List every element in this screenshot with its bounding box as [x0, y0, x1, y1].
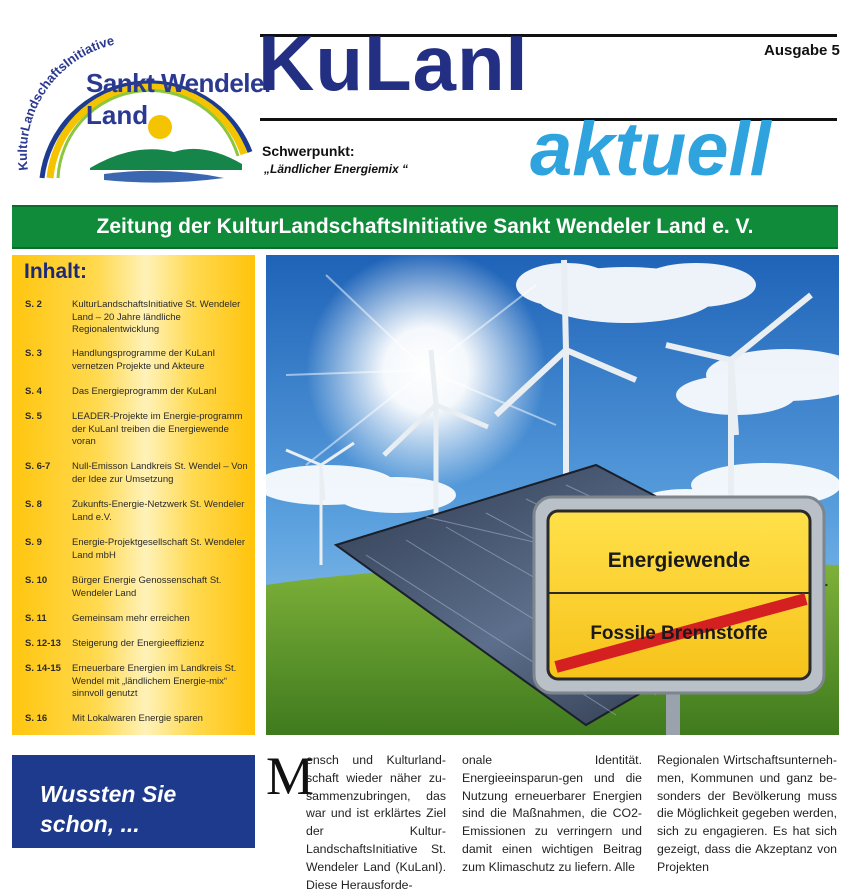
toc-page: S. 16 [25, 713, 48, 724]
table-of-contents [12, 255, 255, 735]
masthead-subtitle: aktuell [530, 107, 771, 192]
toc-text: Zukunfts-Energie-Netzwerk St. Wendeler Land e.V. [72, 499, 245, 523]
did-you-know-line2: schon, ... [40, 811, 140, 837]
focus-value: „Ländlicher Energiemix “ [264, 162, 409, 176]
toc-text: Null-Emisson Landkreis St. Wendel – Von der Idee zur Umsetzung [72, 461, 248, 485]
toc-page: S. 2 [25, 299, 42, 310]
article-column-2: onale Identität. Energieeinsparun-gen und die Nutzung erneuerbarer Energien sind die Maßnahmen, die CO2-Emissionen zu verringern und damit einen wichtigen Beitrag zum Klimaschutz zu liefern. Alle [462, 753, 642, 874]
toc-text: Handlungsprogramme der KuLanI vernetzen Projekte und Akteure [72, 348, 216, 372]
toc-page: S. 5 [25, 411, 42, 422]
toc-text: Gemeinsam mehr erreichen [72, 613, 190, 624]
article-column-1 [266, 746, 446, 894]
banner [12, 205, 838, 249]
toc-text: LEADER-Projekte im Energie-programm der KuLanI treiben die Energiewende voran [72, 411, 243, 447]
toc-page: S. 12-13 [25, 638, 61, 649]
masthead-title: KuLanI [258, 19, 529, 107]
logo-name-line1: Sankt Wendeler [86, 68, 274, 98]
toc-page: S. 8 [25, 499, 42, 510]
sign-top-text: Energiewende [607, 549, 751, 572]
did-you-know-box [12, 755, 255, 848]
toc-text: Bürger Energie Genossenschaft St. Wendeler Land [72, 575, 222, 599]
toc-text: Steigerung der Energieeffizienz [72, 638, 205, 649]
toc-text: Das Energieprogramm der KuLanI [72, 386, 217, 397]
focus-label: Schwerpunkt: [262, 143, 355, 159]
toc-page: S. 4 [25, 386, 42, 397]
cover-photo-illustration [266, 255, 839, 735]
did-you-know-line1: Wussten Sie [40, 781, 177, 807]
issue-number: Ausgabe 5 [764, 42, 840, 59]
toc-page: S. 9 [25, 537, 42, 548]
toc-page: S. 11 [25, 613, 47, 624]
toc-text: KulturLandschaftsInitiative St. Wendeler Land – 20 Jahre ländliche Regionalentwicklung [72, 299, 241, 335]
toc-text: Mit Lokalwaren Energie sparen [72, 713, 203, 724]
banner-text: Zeitung der KulturLandschaftsInitiative Sankt Wendeler Land e. V. [96, 215, 754, 238]
toc-page: S. 3 [25, 348, 42, 359]
toc-page: S. 14-15 [25, 663, 61, 674]
article-column-3: Regionalen Wirtschaftsunterneh-men, Kommunen und ganz be-sonders der Bevölkerung muss die Möglichkeit gegeben werden, sich zu engagieren. Es hat sich gezeigt, dass die Akzeptanz von Projekten [657, 753, 837, 874]
article-dropcap: M [266, 746, 315, 806]
toc-title: Inhalt: [24, 260, 87, 283]
did-you-know-heading [40, 779, 176, 839]
article-text-1: ensch und Kulturland-schaft wieder näher zu-sammenzubringen, das war und ist erklärtes Ziel der Kultur-LandschaftsInitiative St. Wendeler Land (KuLanI). Diese Herausforde- [306, 753, 446, 892]
cover-photo [266, 255, 839, 735]
sun-icon [148, 115, 172, 139]
toc-text: Energie-Projektgesellschaft St. Wendeler Land mbH [72, 537, 246, 561]
toc-page: S. 6-7 [25, 461, 51, 472]
sign-bottom-text: Fossile Brennstoffe [590, 623, 768, 644]
toc-page: S. 10 [25, 575, 48, 586]
logo-name-line2: Land [86, 100, 149, 130]
logo-arc-text: KulturLandschaftsInitiative [14, 32, 116, 172]
toc-text: Erneuerbare Energien im Landkreis St. Wendel mit „ländlichem Energie-mix“ sinnvoll genutzt [72, 663, 237, 699]
